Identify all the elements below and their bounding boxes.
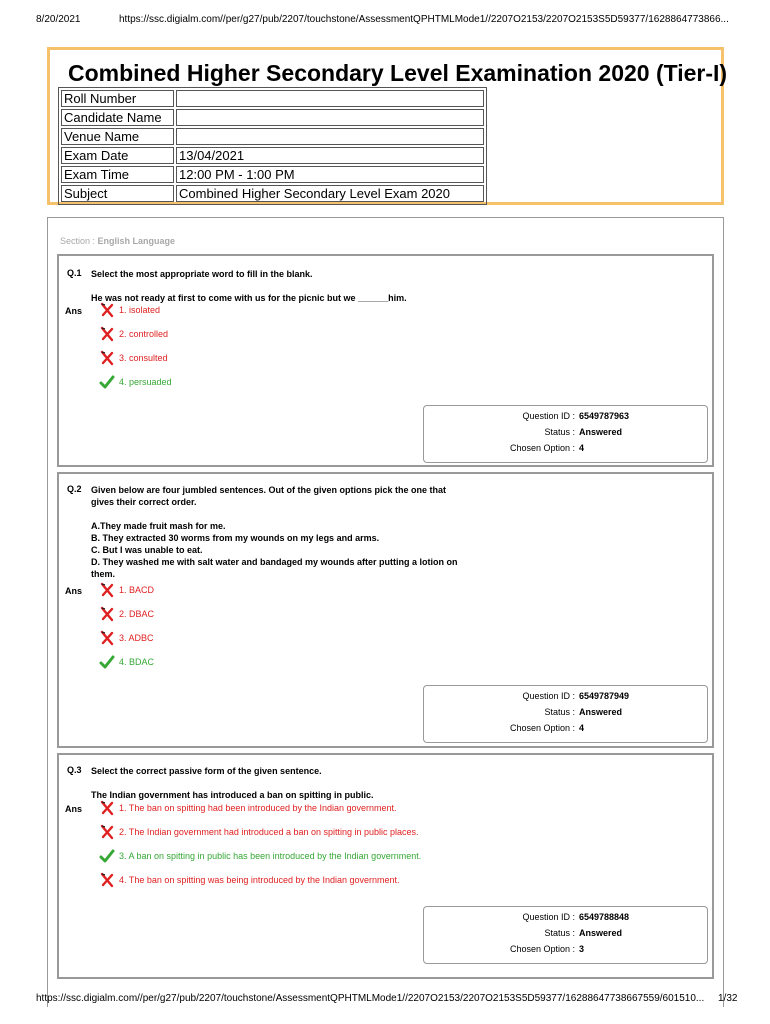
info-row [61,185,484,202]
question-meta-box [423,685,708,743]
info-row [61,128,484,145]
answer-option [99,582,154,598]
question-box [57,254,714,467]
question-status-value: Answered [579,707,623,717]
candidate-info-table [58,87,487,205]
option-text: 3. A ban on spitting in public has been introduced by the Indian government. [119,851,422,861]
question-box [57,472,714,748]
question-status-value: Answered [579,928,623,938]
print-url: https://ssc.digialm.com//per/g27/pub/2207/touchstone/AssessmentQPHTMLMode1//2207O2153/2207O2153S5D59377/1628864773866... [119,14,729,25]
info-row [61,109,484,126]
info-row [61,147,484,164]
question-id-label: Question ID : [522,411,575,421]
info-value [176,128,484,145]
section-label [60,236,175,246]
option-text: 3. consulted [119,353,168,363]
chosen-option-value: 3 [579,944,585,954]
question-meta-box [423,906,708,964]
question-id-row [424,411,630,421]
answer-label: Ans [65,306,83,316]
question-id-value: 6549787963 [579,411,630,421]
question-id-label: Question ID : [522,691,575,701]
question-status-label: Status : [544,928,575,938]
exam-header-box [47,47,728,205]
question-status-label: Status : [544,427,575,437]
option-text: 4. BDAC [119,657,155,667]
checkmark-icon [99,654,115,670]
chosen-option-value: 4 [579,443,585,453]
answer-option [99,848,421,864]
chosen-option-label: Chosen Option : [509,723,575,733]
question-status-row [424,707,623,717]
chosen-option-row [424,723,585,733]
question-number: Q.3 [67,765,82,775]
question-status-value: Answered [579,427,623,437]
info-value: 13/04/2021 [176,147,484,164]
option-text: 3. ADBC [119,633,154,643]
answer-option [99,872,400,888]
info-value [176,109,484,126]
answer-option [99,350,168,366]
answer-option [99,302,160,318]
checkmark-icon [99,374,115,390]
info-value: Combined Higher Secondary Level Exam 2020 [176,185,484,202]
answer-option [99,606,154,622]
info-label: Candidate Name [61,109,174,126]
answer-option [99,374,172,390]
option-text: 4. The ban on spitting was being introduced by the Indian government. [119,875,400,885]
chosen-option-row [424,944,585,954]
question-text-line: Select the most appropriate word to fill in the blank. [91,269,313,279]
info-label: Exam Date [61,147,174,164]
question-text-line: B. They extracted 30 worms from my wounds on my legs and arms. [91,533,380,543]
question-status-row [424,427,623,437]
info-label: Venue Name [61,128,174,145]
section-prefix: Section : [60,236,96,246]
section-name: English Language [97,236,176,246]
answer-option [99,630,154,646]
cross-icon [99,872,115,888]
question-status-row [424,928,623,938]
chosen-option-label: Chosen Option : [509,443,575,453]
option-text: 2. controlled [119,329,169,339]
question-text-line: D. They washed me with salt water and bandaged my wounds after putting a lotion on [91,557,458,567]
question-text-line: Select the correct passive form of the given sentence. [91,766,322,776]
question-box [57,753,714,979]
info-row [61,90,484,107]
answer-option [99,326,168,342]
cross-icon [99,824,115,840]
option-text: 1. BACD [119,585,155,595]
question-text-line: The Indian government has introduced a ban on spitting in public. [91,790,374,800]
cross-icon [99,800,115,816]
question-text-line: He was not ready at first to come with us for the picnic but we ______him. [91,293,407,303]
question-id-label: Question ID : [522,912,575,922]
chosen-option-value: 4 [579,723,585,733]
checkmark-icon [99,848,115,864]
option-text: 2. DBAC [119,609,155,619]
cross-icon [99,630,115,646]
info-label: Exam Time [61,166,174,183]
option-text: 2. The Indian government had introduced a ban on spitting in public places. [119,827,419,837]
question-status-label: Status : [544,707,575,717]
info-value: 12:00 PM - 1:00 PM [176,166,484,183]
exam-title: Combined Higher Secondary Level Examination 2020 (Tier-I) [68,60,728,86]
cross-icon [99,582,115,598]
info-label: Roll Number [61,90,174,107]
question-id-row [424,912,630,922]
question-number: Q.2 [67,484,82,494]
info-label: Subject [61,185,174,202]
question-text-line: them. [91,569,116,579]
question-id-value: 6549787949 [579,691,630,701]
info-row [61,166,484,183]
answer-option [99,824,419,840]
question-meta-box [423,405,708,463]
option-text: 1. isolated [119,305,161,315]
chosen-option-label: Chosen Option : [509,944,575,954]
option-text: 1. The ban on spitting had been introduced by the Indian government. [119,803,397,813]
question-text-line: C. But I was unable to eat. [91,545,203,555]
question-id-value: 6549788848 [579,912,630,922]
question-text-line: A.They made fruit mash for me. [91,521,226,531]
question-number: Q.1 [67,268,82,278]
print-date: 8/20/2021 [36,14,81,25]
question-text-line: gives their correct order. [91,497,197,507]
option-text: 4. persuaded [119,377,172,387]
question-text-line: Given below are four jumbled sentences. Out of the given options pick the one that [91,485,447,495]
answer-option [99,800,397,816]
answer-label: Ans [65,804,83,814]
footer-url: https://ssc.digialm.com//per/g27/pub/2207/touchstone/AssessmentQPHTMLMode1//2207O2153/2207O2153S5D59377/16288647738667559/601510... [36,993,705,1004]
cross-icon [99,302,115,318]
answer-option [99,654,154,670]
cross-icon [99,606,115,622]
cross-icon [99,350,115,366]
cross-icon [99,326,115,342]
page-number: 1/32 [718,993,738,1004]
chosen-option-row [424,443,585,453]
info-value [176,90,484,107]
question-id-row [424,691,630,701]
answer-label: Ans [65,586,83,596]
